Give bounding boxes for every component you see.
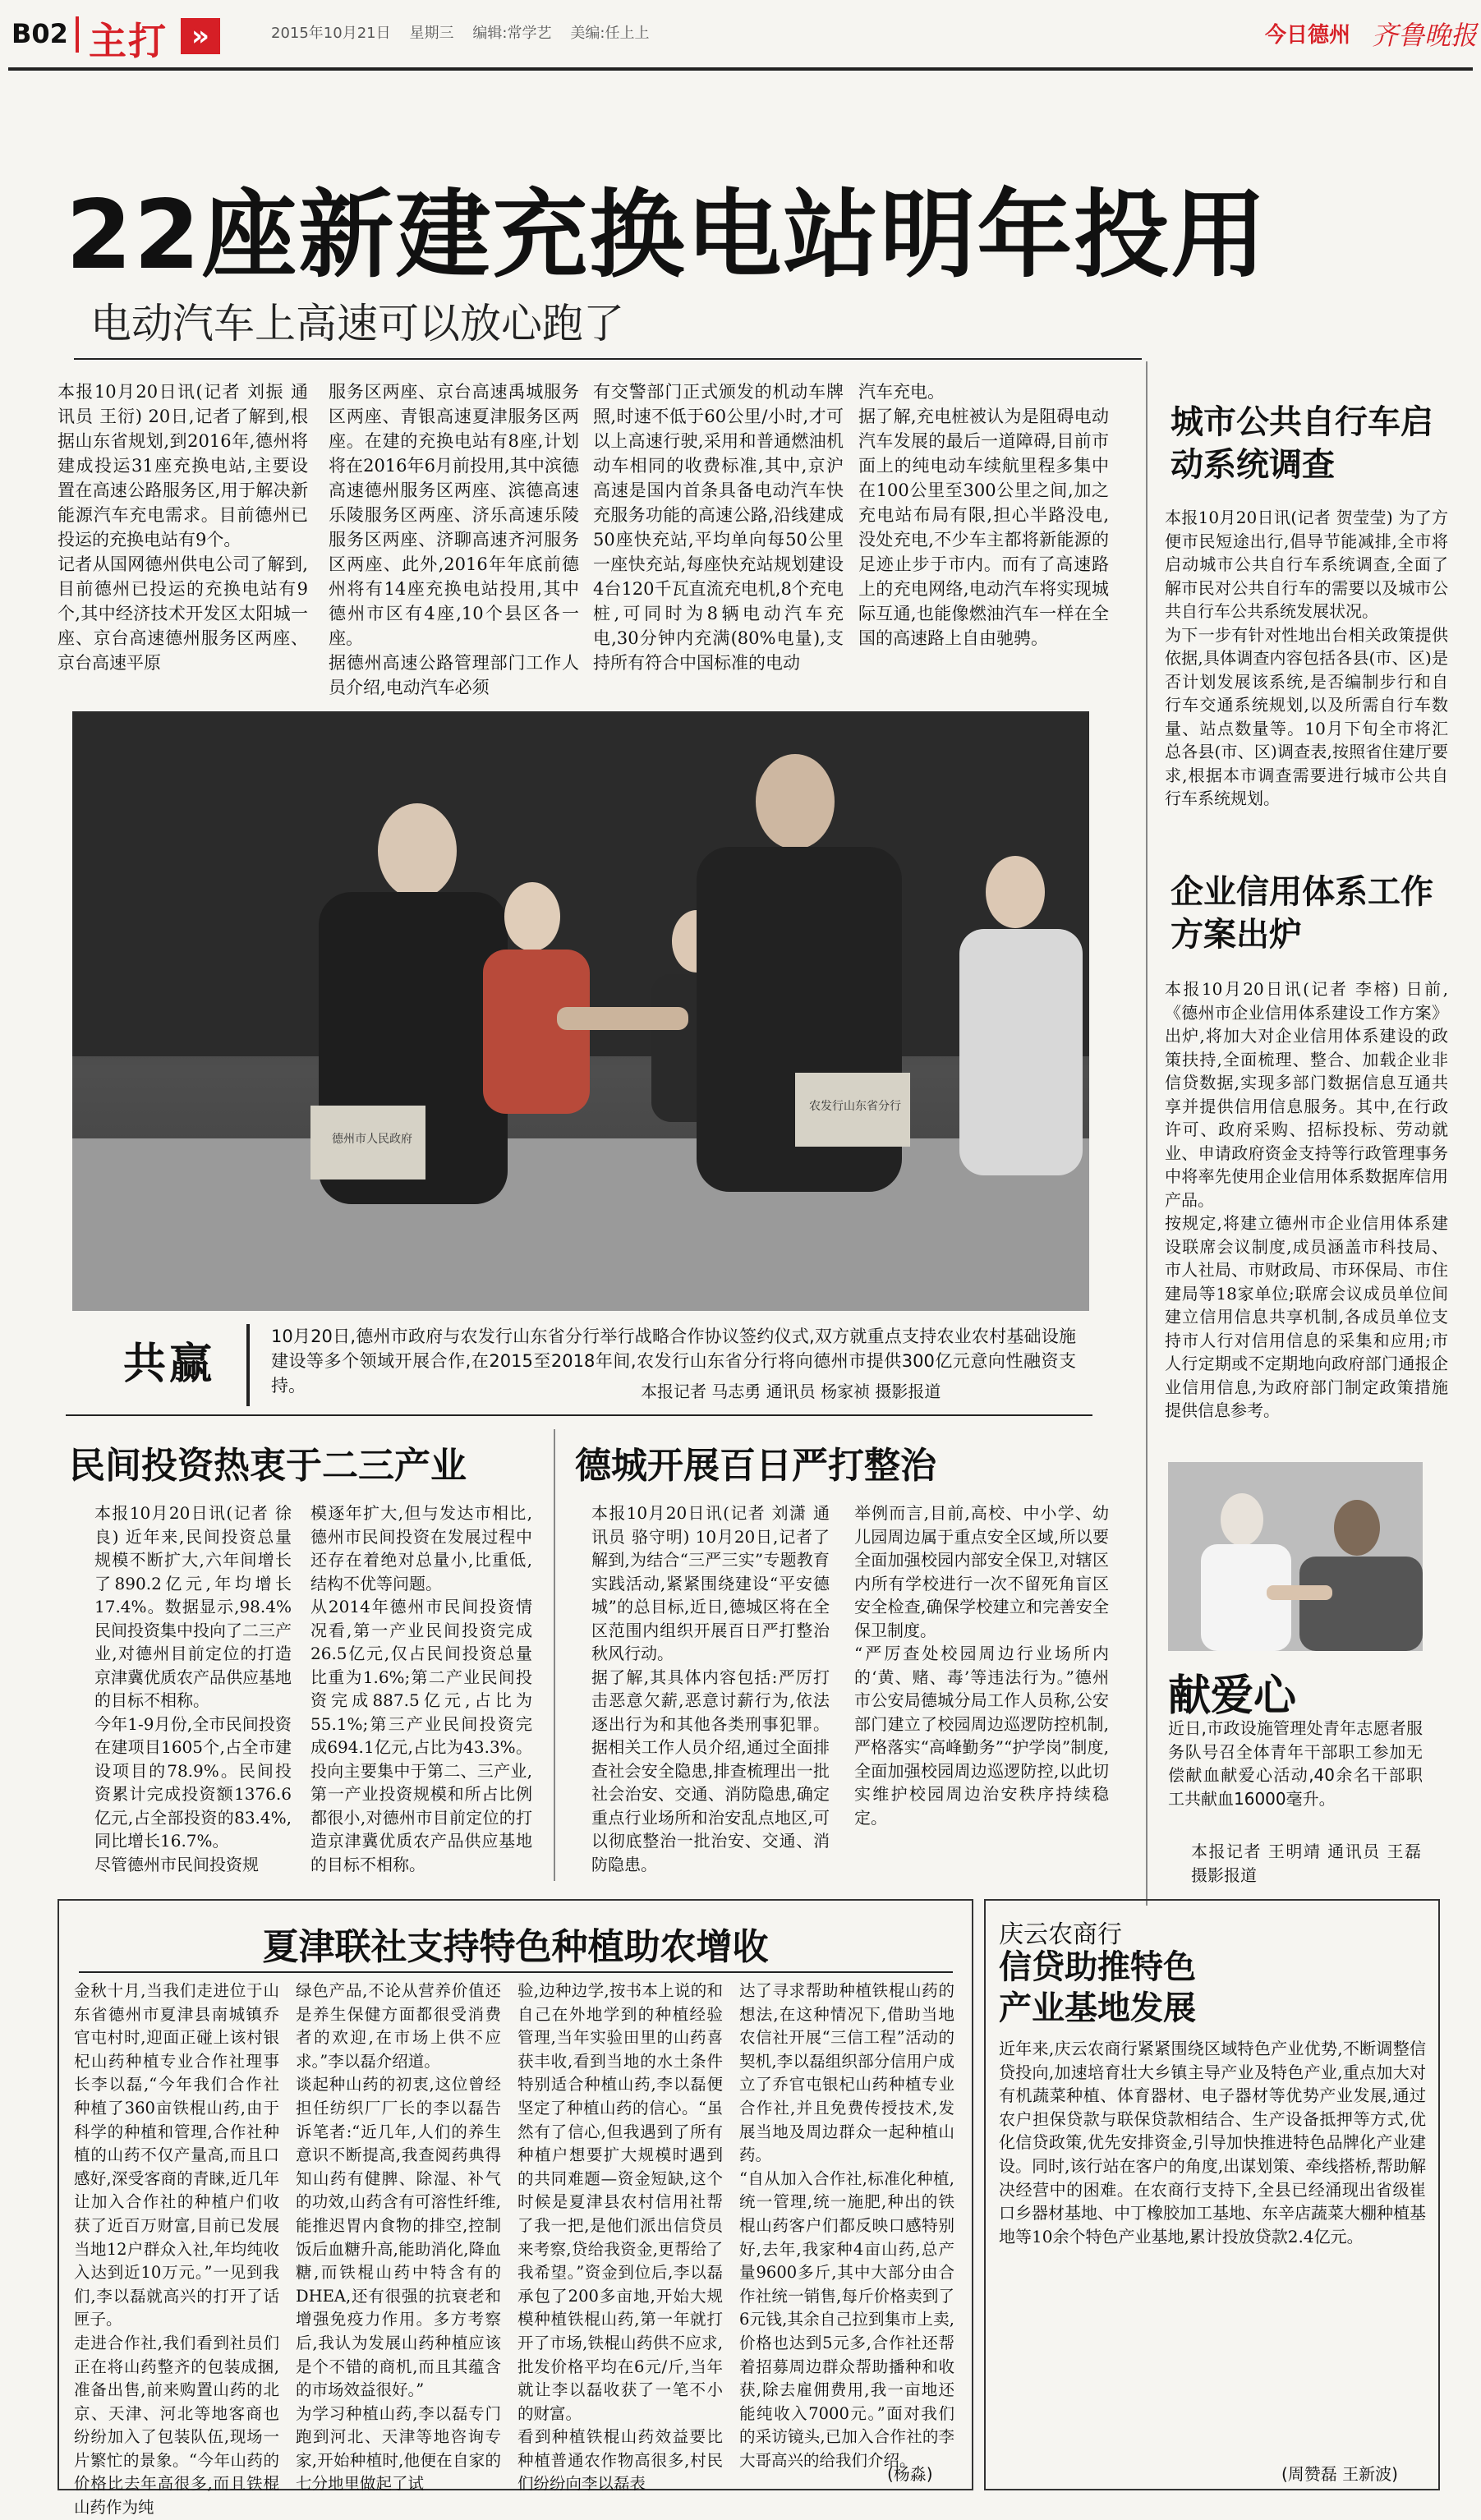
signing-photo: [72, 711, 1089, 1311]
bank-author: (周赞磊 王新波): [1281, 2464, 1398, 2484]
lead-subhead-rule: [74, 358, 1142, 360]
signing-photo-illustration: [72, 711, 1089, 1311]
lead-column-4: 汽车充电。 据了解,充电桩被认为是阻碍电动汽车发展的最后一道障碍,目前市面上的纯电动车续航里程多集中在100公里至300公里之间,加之充电站布局有限,担心半路没电,没处充电,不少车主都将新能源的足迹止步于市内。而有了高速路上的充电网络,电动汽车将实现城际互通,也能像燃油汽车一样在全国的高速路上自由驰骋。: [858, 382, 1109, 648]
feature-column-3: 验,边种边学,按书本上说的和自己在外地学到的种植经验管理,当年实验田里的山药喜获丰收,看到当地的水土条件特别适合种植山药,李以磊便坚定了种植山药的信心。“虽然有了信心,但我遇到了所有种植户想要扩大规模时遇到的共同难题—资金短缺,这个时候是夏津县农村信用社帮了我一把,是他们派出信贷员来考察,贷给我资金,更帮给了我希望。”资金到位后,李以磊承包了200多亩地,开始大规模种植铁棍山药,第一年就打开了市场,铁棍山药供不应求,批发价格平均在6元/斤,当年就让李以磊收获了一笔不小的财富。 看到种植铁棍山药效益要比种植普通农作物高很多,村民们纷纷向李以磊表: [517, 1981, 723, 2494]
invest-column-2: 模逐年扩大,但与发达市相比,德州市民间投资在发展过程中还存在着绝对总量小,比重低,结构不优等问题。 从2014年德州市民间投资情况看,第一产业民间投资完成26.5亿元,仅占民间投资总量比重为1.6%;第二产业民间投资完成887.5亿元,占比为55.1%;第三产业民间投资完成694.1亿元,占比为43.3%。投向主要集中于第二、三产业,第一产业投资规模和所占比例都很小,对德州市目前定位的打造京津冀优质农产品供应基地的目标不相称。: [310, 1503, 532, 1874]
issue-weekday: 星期三: [409, 25, 454, 42]
lead-column-3: 有交警部门正式颁发的机动车牌照,时速不低于60公里/小时,才可以上高速行驶,采用和普通燃油机动车相同的收费标准,其中,京沪高速是国内首条具备电动汽车快充服务功能的高速公路,沿线建成50座快充站,平均单向每50公里一座快充站,每座快充站规划建设4台120千瓦直流充电机,8个充电桩,可同时为8辆电动汽车充电,30分钟内充满(80%电量),支持所有符合中国标准的电动: [593, 382, 844, 673]
masthead-info: [271, 21, 649, 43]
photo-tag: 共赢: [123, 1340, 216, 1389]
invest-column-1: 本报10月20日讯(记者 徐良) 近年来,民间投资总量规模不断扩大,六年间增长了890.2亿元,年均增长17.4%。数据显示,98.4%民间投资集中投向了二三产业,对德州目前定位的打造京津冀优质农产品供应基地的目标不相称。 今年1-9月份,全市民间投资在建项目1605个,占全市建设项目的78.9%。民间投资累计完成投资额1376.6亿元,占全部投资的83.4%,同比增长16.7%。 尽管德州市民间投资规: [94, 1503, 292, 1874]
invest-title: 民间投资热衷于二三产业: [69, 1445, 467, 1487]
issue-date: 2015年10月21日: [271, 25, 391, 42]
sign-board-right: 农发行山东省分行: [809, 1100, 901, 1113]
rectify-title: 德城开展百日严打整治: [575, 1445, 936, 1487]
blood-photo-illustration: [1168, 1462, 1423, 1651]
blood-photo: [1168, 1462, 1423, 1651]
credit-system-title: 企业信用体系工作方案出炉: [1171, 873, 1433, 954]
bank-title: 信贷助推特色产业基地发展: [999, 1948, 1196, 2027]
lead-headline: 22座新建充换电站明年投用: [66, 180, 1268, 291]
lead-column-2: 服务区两座、京台高速禹城服务区两座、青银高速夏津服务区两座。在建的充换电站有8座,计划将在2016年6月前投用,其中滨德高速德州服务区两座、滨德高速乐陵服务区两座、济乐高速乐陵服务区两座、济聊高速齐河服务区两座、此外,2016年年底前德州将有14座充换电站投用,其中德州市区有4座,10个县区各一座。 据德州高速公路管理部门工作人员介绍,电动汽车必须: [329, 382, 579, 697]
sidebar-divider: [1146, 361, 1148, 1906]
photo-credit: 本报记者 马志勇 通讯员 杨家祯 摄影报道: [641, 1382, 941, 1401]
blood-credit: 本报记者 王明靖 通讯员 王磊 摄影报道: [1191, 1842, 1427, 1885]
lead-column-1: 本报10月20日讯(记者 刘振 通讯员 王衍) 20日,记者了解到,根据山东省规划,到2016年,德州将建成投运31座充换电站,主要设置在高速公路服务区,用于解决新能源汽车充电需求。目前德州已投运的充换电站有9个。 记者从国网德州供电公司了解到,目前德州已投运的充换电站有9个,其中经济技术开发区太阳城一座、京台高速德州服务区两座、京台高速平原: [57, 382, 308, 673]
editor-credit: 编辑:常学艺: [472, 25, 552, 42]
bank-body: 近年来,庆云农商行紧紧围绕区域特色产业优势,不断调整信贷投向,加速培育壮大乡镇主导产业及特色产业,重点加大对有机蔬菜种植、体育器材、电子器材等优势产业发展,通过农户担保贷款与联保贷款相结合、生产设备抵押等方式,优化信贷政策,优先安排资金,引导加快推进特色品牌化产业建设。同时,该行站在客户的角度,出谋划策、牵线搭桥,帮助解决经营中的困难。在农商行支持下,全县已经涌现出省级崔口乡器材基地、中丁橡胶加工基地、东辛店蔬菜大棚种植基地等10余个特色产业基地,累计投放贷款2.4亿元。: [999, 2039, 1426, 2246]
feature-column-1: 金秋十月,当我们走进位于山东省德州市夏津县南城镇乔官屯村时,迎面正碰上该村银杞山药种植专业合作社理事长李以磊,“今年我们合作社种植了360亩铁棍山药,由于科学的种植和管理,合作社种植的山药不仅产量高,而且口感好,深受客商的青睐,近几年让加入合作社的种植户们收获了近百万财富,目前已发展当地12户群众入社,年均纯收入达到近10万元。”一见到我们,李以磊就高兴的打开了话匣子。 走进合作社,我们看到社员们正在将山药整齐的包装成捆,准备出售,前来购置山药的北京、天津、河北等地客商也纷纷加入了包装队伍,现场一片繁忙的景象。“今年山药的价格比去年高很多,而且铁棍山药作为纯: [74, 1981, 279, 2518]
lead-subhead: 电动汽车上高速可以放心跑了: [90, 300, 624, 347]
feature-title-rule: [79, 1971, 953, 1973]
feature-author: (杨淼): [887, 2464, 933, 2484]
bike-body: 本报10月20日讯(记者 贺莹莹) 为了方便市民短途出行,倡导节能减排,全市将启动城市公共自行车系统调查,全面了解市民对公共自行车的需要以及城市公共自行车公共系统发展状况。 为下一步有针对性地出台相关政策提供依据,具体调查内容包括各县(市、区)是否计划发展该系统,是否编制步行和自行车交通系统规划,以及所需自行车数量、站点数量等。10月下旬全市将汇总各县(市、区)调查表,按照省住建厅要求,根据本市调查需要进行城市公共自行车系统规划。: [1165, 508, 1448, 808]
photo-bottom-rule: [66, 1414, 1092, 1416]
bike-title: 城市公共自行车启动系统调查: [1171, 403, 1433, 484]
rectify-column-1: 本报10月20日讯(记者 刘潇 通讯员 骆守明) 10月20日,记者了解到,为结合“三严三实”专题教育实践活动,紧紧围绕建设“平安德城”的总目标,近日,德城区将在全区范围内组织开展百日严打整治秋风行动。 据了解,其具体内容包括:严厉打击恶意欠薪,恶意讨薪行为,依法逐出行为和其他各类刑事犯罪。据相关工作人员介绍,通过全面排查社会安全隐患,排查梳理出一批社会治安、交通、消防隐患,确定重点行业场所和治安乱点地区,可以彻底整治一批治安、交通、消防隐患。: [591, 1503, 830, 1874]
blood-body: 近日,市政设施管理处青年志愿者服务队号召全体青年干部职工参加无偿献血献爱心活动,40余名干部职工共献血16000毫升。: [1168, 1718, 1423, 1809]
feature-column-2: 绿色产品,不论从营养价值还是养生保健方面都很受消费者的欢迎,在市场上供不应求。”李以磊介绍道。 谈起种山药的初衷,这位曾经担任纺织厂厂长的李以磊告诉笔者:“近几年,人们的养生意识不断提高,我查阅药典得知山药有健脾、除湿、补气的功效,山药含有可溶性纤维,能推迟胃内食物的排空,控制饭后血糖升高,能助消化,降血糖,而铁棍山药中特含有的DHEA,还有很强的抗衰老和增强免疫力作用。多方考察后,我认为发展山药种植应该是个不错的商机,而且其蕴含的市场效益很好。” 为学习种植山药,李以磊专门跑到河北、天津等地咨询专家,开始种植时,他便在自家的七分地里做起了试: [296, 1981, 501, 2494]
photo-tag-bar: [246, 1324, 250, 1406]
section-arrow-icon: »: [181, 18, 220, 54]
feature-column-4: 达了寻求帮助种植铁棍山药的想法,在这种情况下,借助当地农信社开展“三信工程”活动的契机,李以磊组织部分信用户成立了乔官屯银杞山药种植专业合作社,并且免费传授技术,发展当地及周边群众一起种植山药。 “自从加入合作社,标准化种植,统一管理,统一施肥,种出的铁棍山药客户们都反映口感特别好,去年,我家种4亩山药,总产量9600多斤,其中大部分由合作社统一销售,每斤价格卖到了6元钱,其余自己拉到集市上卖,价格也达到5元多,合作社还帮着招募周边群众帮助播种和收获,除去雇佣费用,我一亩地还能纯收入7000元。”面对我们的采访镜头,已加入合作社的李大哥高兴的给我们介绍。: [739, 1981, 954, 2470]
column-name: 今日德州: [1265, 23, 1351, 48]
rectify-column-2: 举例而言,目前,高校、中小学、幼儿园周边属于重点安全区域,所以要全面加强校园内部安全保卫,对辖区内所有学校进行一次不留死角盲区安全检查,确保学校建立和完善安全保卫制度。 “严厉查处校园周边行业场所内的‘黄、赌、毒’等违法行为。”德州市公安局德城分局工作人员称,公安部门建立了校园周边巡逻防控机制,严格落实“高峰勤务”“护学岗”制度,全面加强校园周边巡逻防控,以此切实维护校园周边治安秩序持续稳定。: [854, 1503, 1109, 1828]
page-number: B02: [11, 18, 68, 49]
designer-credit: 美编:任上上: [570, 25, 650, 42]
paper-logo: 齐鲁晚报: [1372, 20, 1478, 51]
photo-caption: 10月20日,德州市政府与农发行山东省分行举行战略合作协议签约仪式,双方就重点支持农业农村基础设施建设等多个领域开展合作,在2015至2018年间,农发行山东省分行将向德州市提供300亿元意向性融资支持。: [271, 1327, 1076, 1396]
bank-kicker: 庆云农商行: [999, 1920, 1122, 1949]
section-mark-bar: [76, 16, 79, 53]
credit-system-body: 本报10月20日讯(记者 李榕) 日前,《德州市企业信用体系建设工作方案》出炉,将加大对企业信用体系建设的政策扶持,全面梳理、整合、加载企业非信贷数据,实现多部门数据信息互通共享并提供信用信息服务。其中,在行政许可、政府采购、招标投标、劳动就业、申请政府资金支持等行政管理事务中将率先使用企业信用体系数据库信用产品。 按规定,将建立德州市企业信用体系建设联席会议制度,成员涵盖市科技局、市人社局、市财政局、市环保局、市住建局等18家单位;联席会议成员单位间建立信用信息共享机制,各成员单位支持市人行对信用信息的采集和应用;市人行定期或不定期地向政府部门通报企业信用信息,为政府部门制定政策措施提供信息参考。: [1165, 979, 1448, 1420]
invest-divider: [554, 1429, 555, 1881]
sign-board-left: 德州市人民政府: [332, 1133, 412, 1146]
feature-title: 夏津联社支持特色种植助农增收: [262, 1926, 769, 1968]
masthead-rule: [8, 67, 1473, 71]
blood-title: 献爱心: [1168, 1672, 1297, 1721]
section-title: 主打: [89, 19, 168, 63]
